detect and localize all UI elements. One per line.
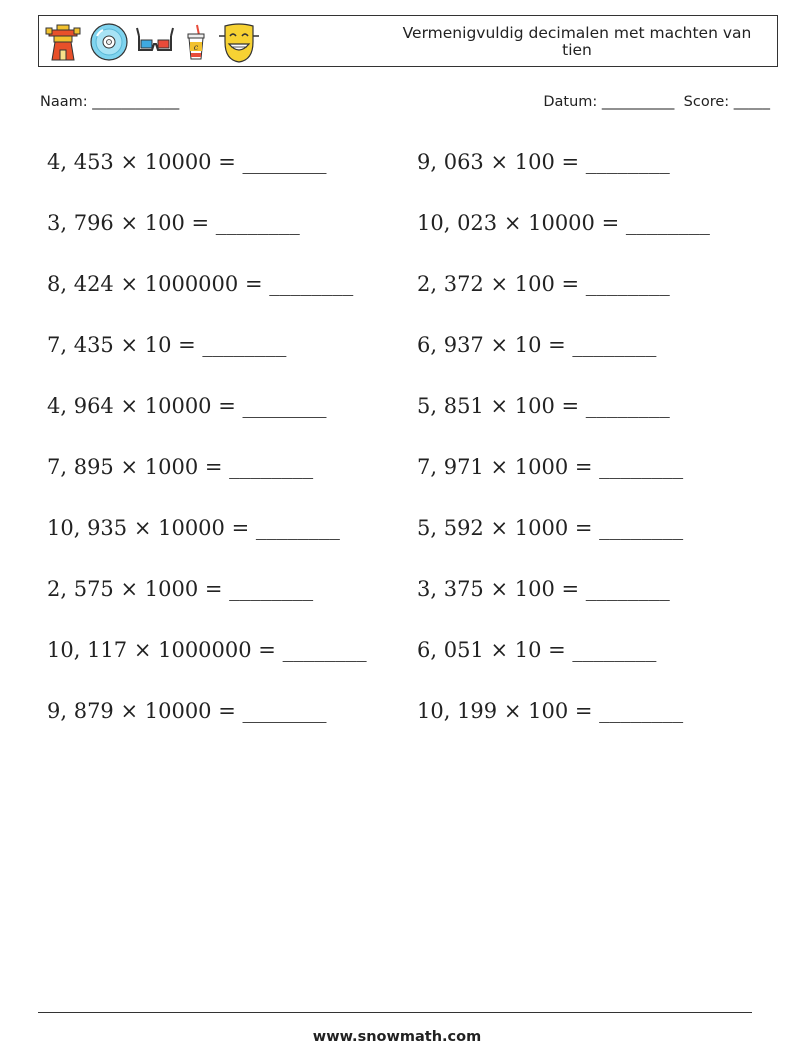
footer-url: www.snowmath.com [312,1029,482,1045]
problem-item: 5, 592 × 1000 = ________ [417,516,684,540]
worksheet-header [38,15,778,67]
problem-item: 9, 063 × 100 = ________ [417,150,670,174]
problem-item: 3, 796 × 100 = ________ [47,211,300,235]
header-icons [43,20,261,64]
problem-item: 6, 937 × 10 = ________ [417,333,657,357]
score-field: Score: _____ [683,94,770,110]
svg-text:c: c [193,43,199,52]
cd-disc-icon [89,22,129,62]
date-score-fields [543,94,770,110]
theater-mask-icon [217,20,261,64]
problem-item: 7, 895 × 1000 = ________ [47,455,314,479]
problem-item: 10, 199 × 100 = ________ [417,699,684,723]
name-field: Naam: ____________ [40,94,180,110]
problem-item: 10, 117 × 1000000 = ________ [47,638,367,662]
footer-divider [38,1012,752,1013]
problem-item: 7, 971 × 1000 = ________ [417,455,684,479]
problem-item: 4, 453 × 10000 = ________ [47,150,327,174]
problem-item: 2, 575 × 1000 = ________ [47,577,314,601]
problem-item: 2, 372 × 100 = ________ [417,272,670,296]
problem-item: 9, 879 × 10000 = ________ [47,699,327,723]
worksheet-title: Vermenigvuldig decimalen met machten van tien [402,24,752,59]
problem-item: 5, 851 × 100 = ________ [417,394,670,418]
problem-item: 6, 051 × 10 = ________ [417,638,657,662]
problem-item: 10, 935 × 10000 = ________ [47,516,340,540]
problem-item: 3, 375 × 100 = ________ [417,577,670,601]
problem-item: 7, 435 × 10 = ________ [47,333,287,357]
problem-item: 10, 023 × 10000 = ________ [417,211,710,235]
pagoda-icon [43,22,83,62]
date-field: Datum: __________ [543,94,675,110]
problem-item: 8, 424 × 1000000 = ________ [47,272,354,296]
drink-cup-icon [181,22,211,62]
3d-glasses-icon [135,22,175,62]
problem-item: 4, 964 × 10000 = ________ [47,394,327,418]
